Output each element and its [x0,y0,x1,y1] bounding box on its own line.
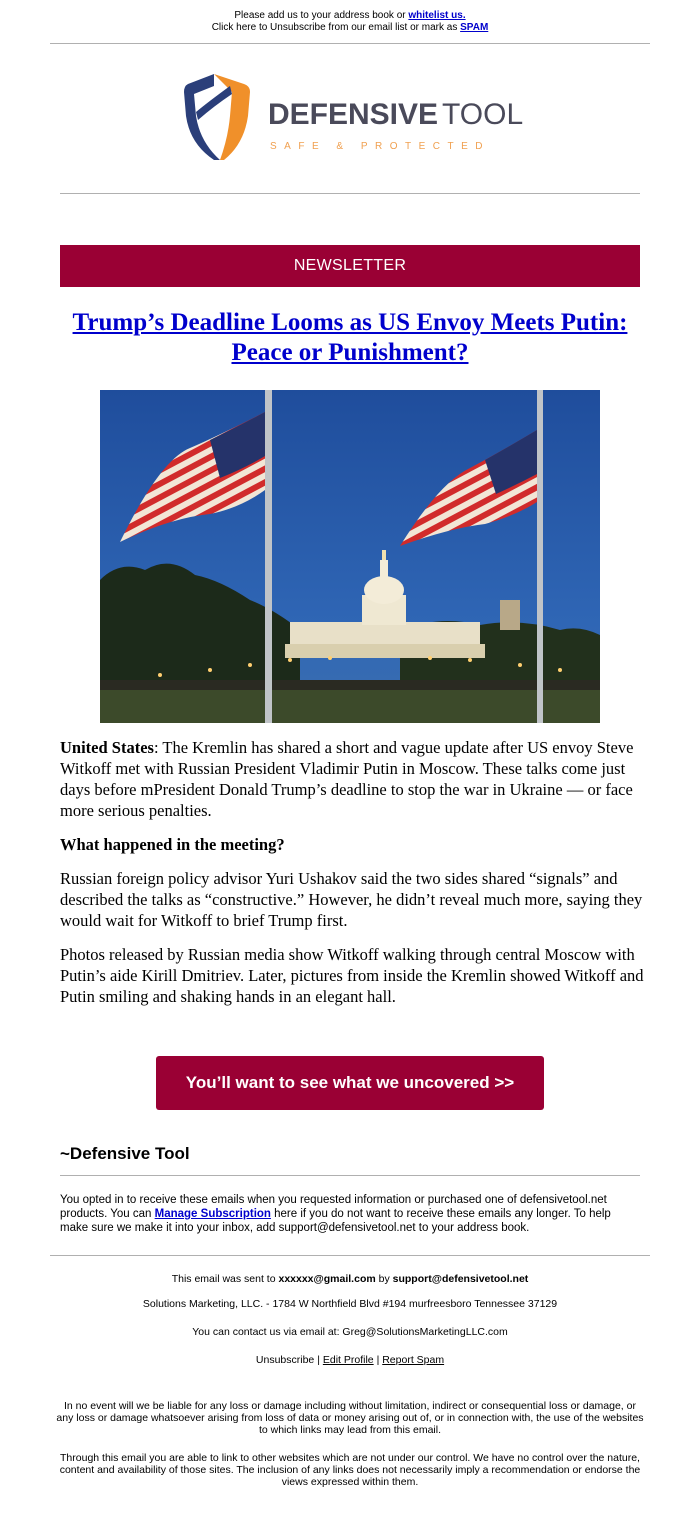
divider-signoff [60,1175,640,1176]
preheader-text: Please add us to your address book or [234,10,406,21]
signoff: ~Defensive Tool [60,1144,190,1163]
sender-email: support@defensivetool.net [392,1273,529,1285]
brand-tagline: SAFE & PROTECTED [270,141,491,152]
spam-link[interactable]: SPAM [460,22,489,33]
manage-subscription-link[interactable]: Manage Subscription [154,1208,271,1220]
brand-name-light: TOOL [442,98,524,131]
banner-label: NEWSLETTER [293,257,407,274]
shield-logo-icon [184,72,544,164]
optin-text-1: You opted in to receive these emails when you requested information or purchased one of defensivetool.net products. You can [60,1194,607,1220]
article-photo[interactable] [100,390,600,723]
optin-text-2: here if you do not want to receive these emails any longer. To help make sure we make it into your inbox, add support@defensivetool.net to your address book. [60,1208,611,1234]
newsletter-banner [60,245,640,287]
preheader-line-1 [0,10,700,22]
brand-logo[interactable] [184,72,544,164]
preheader [0,10,700,34]
cta-button[interactable]: You’ll want to see what we uncovered >> [156,1056,544,1110]
headline-link[interactable] [73,309,628,366]
footer-sent-to [40,1273,660,1285]
separator: | [317,1354,320,1366]
paragraph-3: Photos released by Russian media show Witkoff walking through central Moscow with Putin’s aide Kirill Dmitriev. Later, pictures from inside the Kremlin showed Witkoff and Putin smiling and shaking hands in an elegant hall. [60,945,644,1006]
article-headline [40,308,660,368]
disclaimer-liability: In no event will we be liable for any loss or damage including without limitation, indirect or consequential loss or damage, or any loss or damage whatsoever arising from loss of data or money arising out of, or in connection with, the use of the websites to which links may lead from this email. [56,1400,644,1436]
sent-prefix: This email was sent to [171,1273,276,1285]
preheader-line-2 [0,22,700,34]
recipient-email: xxxxxx@gmail.com [278,1273,376,1285]
footer-contact: You can contact us via email at: Greg@SolutionsMarketingLLC.com [192,1326,508,1338]
disclaimer-links: Through this email you are able to link to other websites which are not under our control. We have no control over the nature, content and availability of those sites. The inclusion of any links does not necessarily imply a recommendation or endorse the views expressed within them. [59,1452,641,1488]
separator: | [376,1354,380,1366]
divider-logo [60,193,640,194]
lead-paragraph [60,737,645,821]
divider-footer [50,1255,650,1256]
optin-notice [60,1193,640,1235]
paragraph-2: Russian foreign policy advisor Yuri Ushakov said the two sides shared “signals” and described the talks as “constructive.” However, he didn’t reveal much more, saying they would wait for Witkoff to brief Trump first. [60,869,643,930]
subheading: What happened in the meeting? [60,835,285,854]
article-body [60,737,645,1020]
divider-top [50,43,650,44]
footer-links [40,1354,660,1366]
footer-address: Solutions Marketing, LLC. - 1784 W Northfield Blvd #194 murfreesboro Tennessee 37129 [142,1298,558,1310]
edit-profile-link[interactable]: Edit Profile [322,1354,374,1366]
unsubscribe-text: Click here to Unsubscribe from our email list or mark as [211,22,458,33]
sent-by: by [378,1273,390,1285]
whitelist-link[interactable]: whitelist us. [408,10,466,21]
unsubscribe-link[interactable]: Unsubscribe [255,1354,315,1366]
capitol-flags-image [100,390,600,723]
headline-line-2: Peace or Punishment? [231,339,469,366]
headline-line-1: Trump’s Deadline Looms as US Envoy Meets Putin: [72,309,628,336]
lead-text: : The Kremlin has shared a short and vague update after US envoy Steve Witkoff met with Russian President Vladimir Putin in Moscow. These talks come just days before mPresident Donald Trump’s deadline to stop the war in Ukraine — or face more serious penalties. [60,738,634,820]
brand-name-bold: DEFENSIVE [268,98,439,131]
report-spam-link[interactable]: Report Spam [382,1354,445,1366]
lead-label: United States [60,738,154,757]
